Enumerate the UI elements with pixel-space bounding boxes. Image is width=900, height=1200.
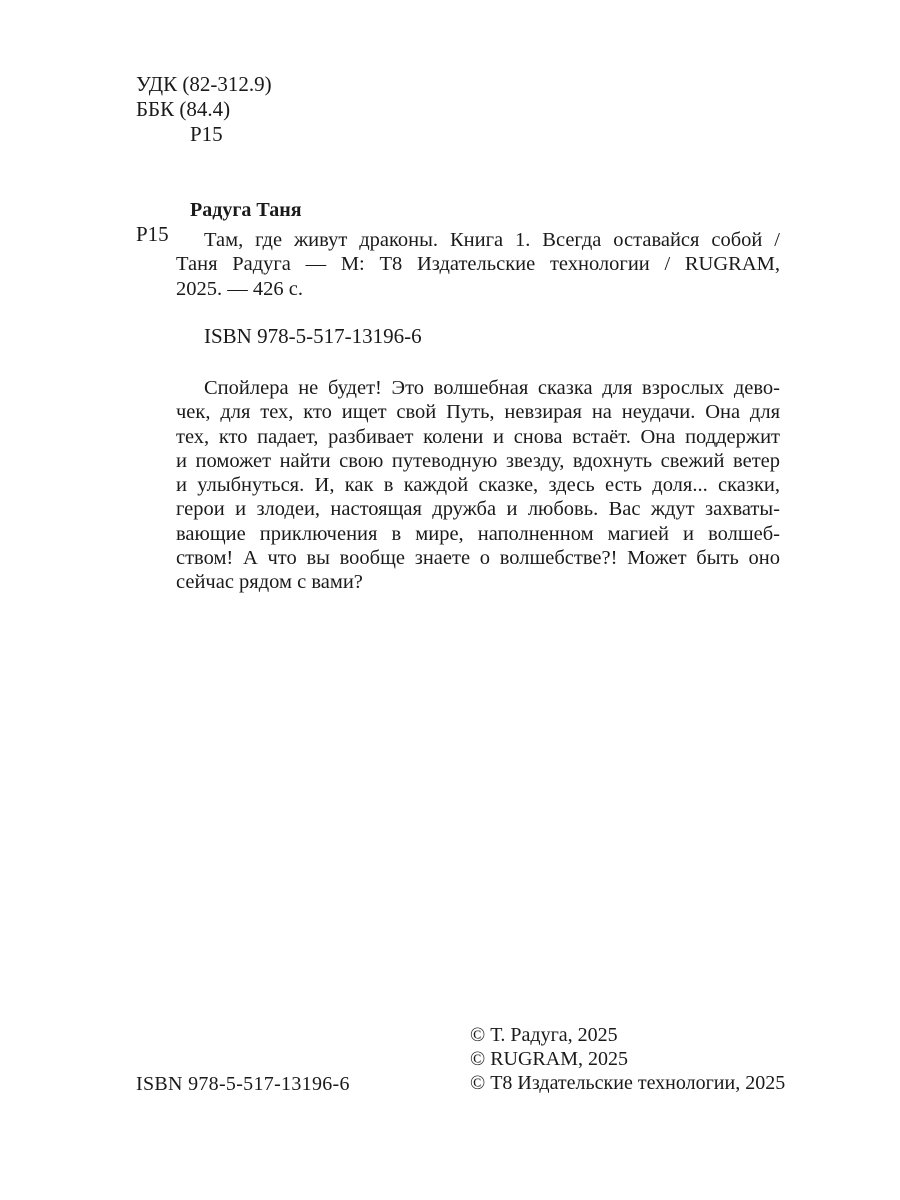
annotation-line: чек, для тех, кто ищет свой Путь, невзирая на неудачи. Она для xyxy=(176,401,780,424)
author-mark-top: Р15 xyxy=(190,122,223,146)
annotation-line: Спойлера не будет! Это волшебная сказка для взрослых дево- xyxy=(204,377,780,399)
copyright-author: © Т. Радуга, 2025 xyxy=(470,1024,618,1046)
bib-line: 2025. — 426 с. xyxy=(176,277,303,300)
annotation-line: и поможет найти свою путеводную звезду, вдохнуть свежий ветер xyxy=(176,449,780,472)
annotation-line: тех, кто падает, разбивает колени и снова встаёт. Она поддержит xyxy=(176,425,780,448)
annotation-line: герои и злодеи, настоящая дружба и любовь. Вас ждут захваты- xyxy=(176,498,780,521)
copyright-t8: © Т8 Издательские технологии, 2025 xyxy=(470,1072,786,1094)
udk-code: УДК (82-312.9) xyxy=(136,72,272,96)
annotation-line: сейчас рядом с вами? xyxy=(176,571,363,594)
author-heading: Радуга Таня xyxy=(190,199,302,221)
annotation-line: ством! А что вы вообще знаете о волшебстве?! Может быть оно xyxy=(176,547,780,570)
bibliographic-description xyxy=(176,228,780,301)
annotation-line: и улыбнуться. И, как в каждой сказке, здесь есть доля... сказки, xyxy=(176,474,780,497)
copyright-rugram: © RUGRAM, 2025 xyxy=(470,1048,628,1070)
bib-line: Таня Радуга — М: Т8 Издательские технологии / RUGRAM, xyxy=(176,253,780,276)
isbn-record: ISBN 978-5-517-13196-6 xyxy=(204,324,422,348)
annotation-paragraph xyxy=(176,376,780,595)
annotation-line: вающие приключения в мире, наполненном магией и волшеб- xyxy=(176,522,780,545)
footer-isbn: ISBN 978-5-517-13196-6 xyxy=(136,1073,350,1095)
bbk-code: ББК (84.4) xyxy=(136,97,231,121)
author-mark-side: Р15 xyxy=(136,222,169,246)
bib-line: Там, где живут драконы. Книга 1. Всегда оставайся собой / xyxy=(204,229,780,251)
